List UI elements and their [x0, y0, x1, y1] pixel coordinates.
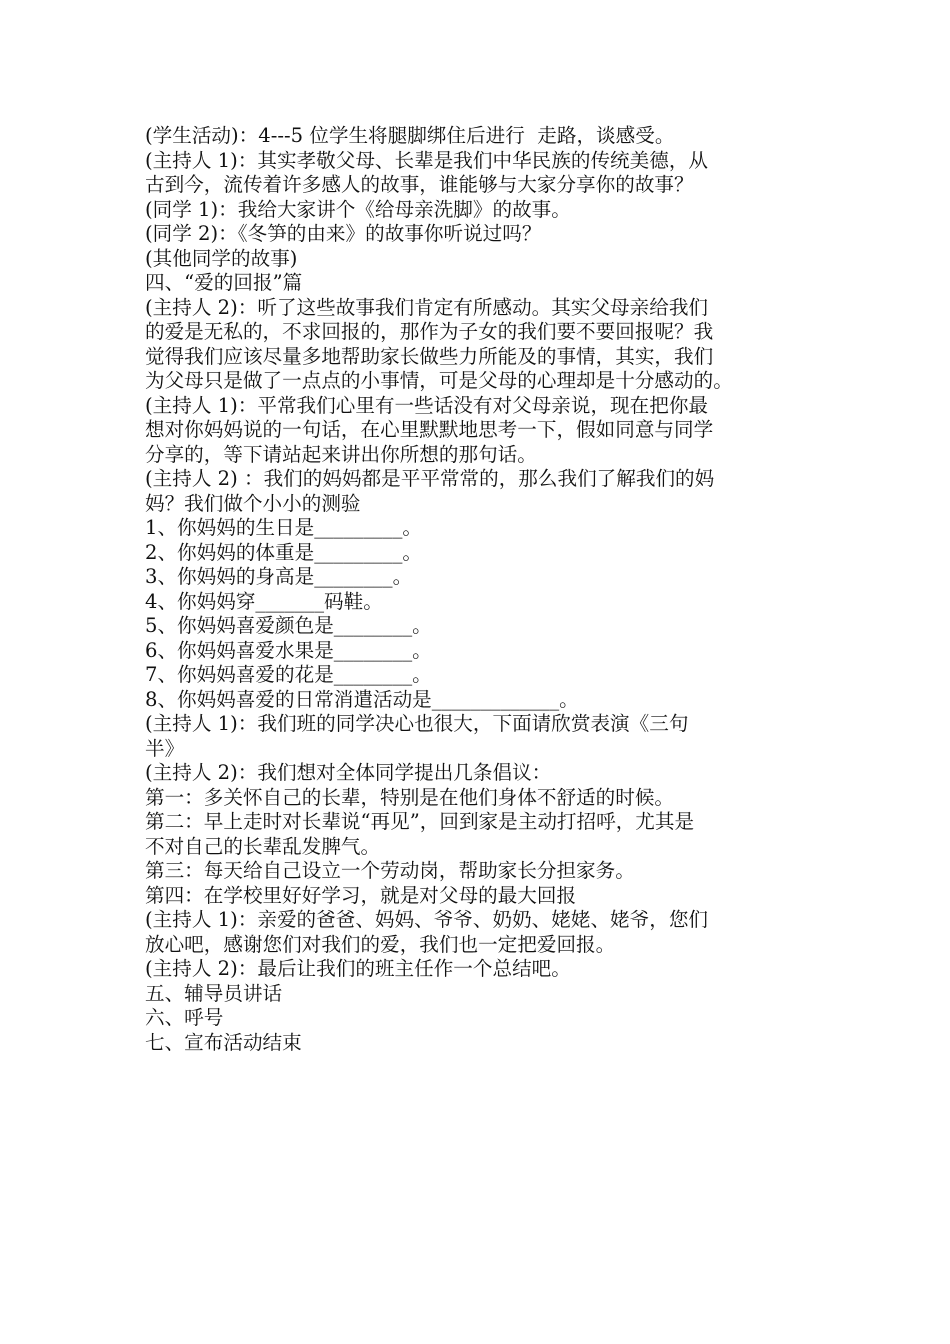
section-heading: 四、“爱的回报”篇 — [145, 271, 303, 294]
proposal-item: 第三：每天给自己设立一个劳动岗，帮助家长分担家务。 — [145, 859, 635, 882]
text-line: 为父母只是做了一点点的小事情，可是父母的心理却是十分感动的。 — [145, 369, 733, 392]
text-line: (主持人 1)：亲爱的爸爸、妈妈、爷爷、奶奶、姥姥、姥爷，您们 — [145, 908, 709, 931]
document-body — [145, 124, 825, 1055]
quiz-item: 7、你妈妈喜爱的花是________。 — [145, 663, 432, 686]
quiz-item: 4、你妈妈穿_______码鞋。 — [145, 589, 383, 613]
text-line: (主持人 1)：我们班的同学决心也很大，下面请欣赏表演《三句 — [145, 712, 689, 735]
text-line: (其他同学的故事) — [145, 246, 298, 270]
section-heading: 六、呼号 — [145, 1006, 224, 1029]
quiz-item: 6、你妈妈喜爱水果是________。 — [145, 638, 432, 662]
text-line: (主持人 2)：听了这些故事我们肯定有所感动。其实父母亲给我们 — [145, 295, 709, 319]
text-line: (主持人 2) ：我们的妈妈都是平平常常的，那么我们了解我们的妈 — [145, 467, 715, 490]
text-line: (主持人 2)：最后让我们的班主任作一个总结吧。 — [145, 957, 571, 980]
text-line: (主持人 1)：平常我们心里有一些话没有对父母亲说，现在把你最 — [145, 393, 709, 417]
text-line: (主持人 2)：我们想对全体同学提出几条倡议： — [145, 761, 552, 784]
proposal-item: 不对自己的长辈乱发脾气。 — [145, 834, 381, 858]
proposal-item: 第四：在学校里好好学习，就是对父母的最大回报 — [145, 883, 577, 907]
text-line: 古到今，流传着许多感人的故事，谁能够与大家分享你的故事？ — [145, 173, 694, 196]
proposal-item: 第一：多关怀自己的长辈，特别是在他们身体不舒适的时候。 — [145, 785, 675, 809]
text-line: (同学 1)：我给大家讲个《给母亲洗脚》的故事。 — [145, 197, 571, 221]
text-line: 分享的，等下请站起来讲出你所想的那句话。 — [145, 442, 537, 466]
quiz-item: 8、你妈妈喜爱的日常消遣活动是_____________。 — [145, 687, 579, 711]
section-heading: 七、宣布活动结束 — [145, 1030, 302, 1054]
text-line: (同学 2)：《冬笋的由来》的故事你听说过吗？ — [145, 222, 542, 245]
text-line: 放心吧，感谢您们对我们的爱，我们也一定把爱回报。 — [145, 932, 616, 956]
text-line: 妈？我们做个小小的测验 — [145, 491, 361, 515]
text-line: 觉得我们应该尽量多地帮助家长做些力所能及的事情，其实，我们 — [145, 344, 714, 368]
text-line: 的爱是无私的，不求回报的，那作为子女的我们要不要回报呢？我 — [145, 320, 714, 343]
text-line: (主持人 1)：其实孝敬父母、长辈是我们中华民族的传统美德，从 — [145, 148, 709, 172]
proposal-item: 第二：早上走时对长辈说“再见”，回到家是主动打招呼，尤其是 — [145, 810, 695, 833]
quiz-item: 5、你妈妈喜爱颜色是________。 — [145, 614, 432, 637]
quiz-item: 3、你妈妈的身高是________。 — [145, 565, 413, 588]
text-line: (学生活动)：4---5 位学生将腿脚绑住后进行 走路，谈感受。 — [145, 124, 675, 147]
section-heading: 五、辅导员讲话 — [145, 981, 283, 1005]
quiz-item: 1、你妈妈的生日是_________。 — [145, 516, 422, 539]
text-line: 想对你妈妈说的一句话，在心里默默地思考一下，假如同意与同学 — [145, 418, 714, 441]
text-line: 半》 — [145, 736, 185, 760]
quiz-item: 2、你妈妈的体重是_________。 — [145, 540, 422, 564]
